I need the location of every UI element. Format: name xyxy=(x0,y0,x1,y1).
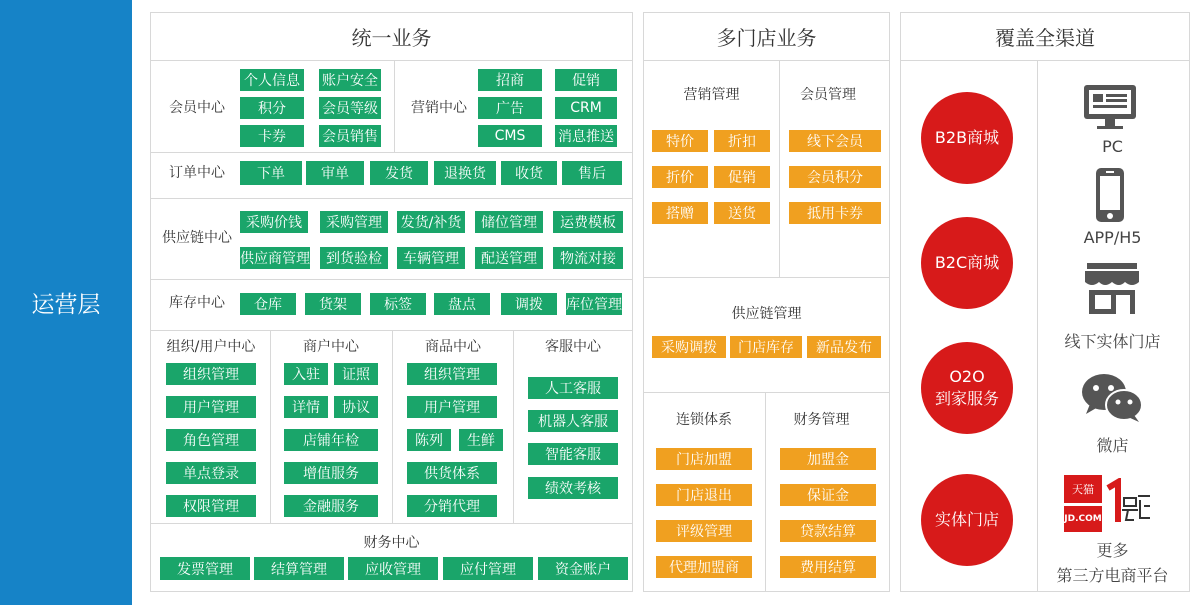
b2c-mall-circle: B2C商城 xyxy=(921,217,1013,309)
service-item: 绩效考核 xyxy=(528,477,618,499)
merchant-item: 详情 xyxy=(284,396,328,418)
omni-channel-title: 覆盖全渠道 xyxy=(901,13,1189,61)
merchant-item: 协议 xyxy=(334,396,378,418)
merchant-center-label: 商户中心 xyxy=(303,338,359,355)
org-item: 组织管理 xyxy=(166,363,256,385)
pc-monitor-icon xyxy=(1082,83,1138,131)
goods-item: 生鲜 xyxy=(459,429,503,451)
yhd-logo xyxy=(1104,478,1152,530)
store-marketing-item: 特价 xyxy=(652,130,708,152)
stock-item: 仓库 xyxy=(240,293,296,315)
stock-item: 标签 xyxy=(370,293,426,315)
org-item: 用户管理 xyxy=(166,396,256,418)
store-marketing-item: 折扣 xyxy=(714,130,770,152)
multi-store-title: 多门店业务 xyxy=(644,13,889,61)
supply-item: 供应商管理 xyxy=(240,247,310,269)
store-member-label: 会员管理 xyxy=(800,86,856,103)
offline-store-label: 线下实体门店 xyxy=(1064,332,1161,351)
goods-item: 用户管理 xyxy=(407,396,497,418)
shop-icon xyxy=(1083,262,1141,316)
goods-item: 分销代理 xyxy=(407,495,497,517)
goods-item: 组织管理 xyxy=(407,363,497,385)
supply-item: 配送管理 xyxy=(475,247,543,269)
store-marketing-label: 营销管理 xyxy=(683,86,740,103)
member-item: 积分 xyxy=(240,97,304,119)
supply-item: 发货/补货 xyxy=(397,211,465,233)
stock-item: 调拨 xyxy=(501,293,557,315)
merchant-item: 金融服务 xyxy=(284,495,378,517)
store-marketing-item: 折价 xyxy=(652,166,708,188)
finance-item: 应收管理 xyxy=(348,557,438,580)
merchant-item: 证照 xyxy=(334,363,378,385)
org-center-label: 组织/用户中心 xyxy=(166,338,256,355)
store-finance-label: 财务管理 xyxy=(793,411,850,428)
order-item: 审单 xyxy=(306,161,364,185)
store-member-item: 会员积分 xyxy=(789,166,881,188)
supply-item: 采购管理 xyxy=(320,211,388,233)
jd-logo-text: JD.COM xyxy=(1064,514,1102,524)
o2o-label: O2O xyxy=(949,366,985,386)
service-item: 人工客服 xyxy=(528,377,618,399)
service-item: 智能客服 xyxy=(528,443,618,465)
supply-item: 物流对接 xyxy=(553,247,623,269)
order-center-label: 订单中心 xyxy=(169,164,225,181)
supply-item: 运费模板 xyxy=(553,211,623,233)
marketing-item: 广告 xyxy=(478,97,542,119)
order-item: 发货 xyxy=(370,161,428,185)
store-member-item: 线下会员 xyxy=(789,130,881,152)
service-center-label: 客服中心 xyxy=(545,338,601,355)
supply-center-label: 供应链中心 xyxy=(162,229,232,246)
b2b-mall-circle: B2B商城 xyxy=(921,92,1013,184)
store-marketing-item: 促销 xyxy=(714,166,770,188)
store-marketing-item: 送货 xyxy=(714,202,770,224)
marketing-item: CMS xyxy=(478,125,542,147)
order-item: 收货 xyxy=(501,161,557,185)
org-item: 权限管理 xyxy=(166,495,256,517)
finance-item: 发票管理 xyxy=(160,557,250,580)
app-label: APP/H5 xyxy=(1083,228,1142,247)
supply-item: 到货验检 xyxy=(320,247,388,269)
merchant-item: 入驻 xyxy=(284,363,328,385)
marketing-item: 促销 xyxy=(555,69,617,91)
member-item: 会员等级 xyxy=(319,97,381,119)
wechat-store-label: 微店 xyxy=(1096,436,1129,455)
supply-item: 采购价钱 xyxy=(240,211,308,233)
member-item: 会员销售 xyxy=(319,125,381,147)
jd-logo xyxy=(1064,506,1102,532)
finance-center-label: 财务中心 xyxy=(363,534,420,551)
store-supply-item: 采购调拨 xyxy=(652,336,726,358)
store-finance-item: 贷款结算 xyxy=(780,520,876,542)
store-finance-item: 费用结算 xyxy=(780,556,876,578)
store-member-item: 抵用卡券 xyxy=(789,202,881,224)
third-party-platform-label: 第三方电商平台 xyxy=(1056,566,1169,585)
finance-item: 资金账户 xyxy=(538,557,628,580)
pc-label: PC xyxy=(1102,137,1123,156)
merchant-item: 店铺年检 xyxy=(284,429,378,451)
member-item: 卡券 xyxy=(240,125,304,147)
physical-store-circle: 实体门店 xyxy=(921,474,1013,566)
phone-icon xyxy=(1094,167,1126,223)
o2o-circle xyxy=(921,342,1013,434)
unified-business-title: 统一业务 xyxy=(151,13,632,61)
home-service-label: 到家服务 xyxy=(934,389,999,408)
store-supply-item: 新品发布 xyxy=(807,336,881,358)
goods-center-label: 商品中心 xyxy=(425,338,481,355)
service-item: 机器人客服 xyxy=(528,410,618,432)
order-item: 退换货 xyxy=(434,161,496,185)
marketing-item: CRM xyxy=(555,97,617,119)
supply-item: 储位管理 xyxy=(475,211,543,233)
operations-layer-label: 运营层 xyxy=(0,0,132,605)
stock-item: 货架 xyxy=(305,293,361,315)
member-item: 个人信息 xyxy=(240,69,304,91)
supply-item: 车辆管理 xyxy=(397,247,465,269)
store-finance-item: 保证金 xyxy=(780,484,876,506)
order-item: 售后 xyxy=(562,161,622,185)
stock-item: 库位管理 xyxy=(566,293,622,315)
stock-center-label: 库存中心 xyxy=(169,294,225,311)
store-supply-item: 门店库存 xyxy=(730,336,802,358)
store-marketing-item: 搭赠 xyxy=(652,202,708,224)
org-item: 角色管理 xyxy=(166,429,256,451)
org-item: 单点登录 xyxy=(166,462,256,484)
marketing-item: 消息推送 xyxy=(555,125,617,147)
goods-item: 陈列 xyxy=(407,429,451,451)
chain-item: 门店退出 xyxy=(656,484,752,506)
member-center-label: 会员中心 xyxy=(169,99,225,116)
member-item: 账户安全 xyxy=(319,69,381,91)
merchant-item: 增值服务 xyxy=(284,462,378,484)
tmall-logo xyxy=(1064,475,1102,503)
chain-system-label: 连锁体系 xyxy=(676,411,732,428)
marketing-center-label: 营销中心 xyxy=(411,99,467,116)
chain-item: 门店加盟 xyxy=(656,448,752,470)
finance-item: 应付管理 xyxy=(443,557,533,580)
chain-item: 代理加盟商 xyxy=(656,556,752,578)
chain-item: 评级管理 xyxy=(656,520,752,542)
more-label: 更多 xyxy=(1096,541,1129,560)
wechat-icon xyxy=(1080,372,1144,424)
order-item: 下单 xyxy=(240,161,302,185)
marketing-item: 招商 xyxy=(478,69,542,91)
store-supply-label: 供应链管理 xyxy=(731,305,802,322)
finance-item: 结算管理 xyxy=(254,557,344,580)
goods-item: 供货体系 xyxy=(407,462,497,484)
tmall-logo-text: 天猫 xyxy=(1072,483,1094,496)
store-finance-item: 加盟金 xyxy=(780,448,876,470)
stock-item: 盘点 xyxy=(434,293,490,315)
